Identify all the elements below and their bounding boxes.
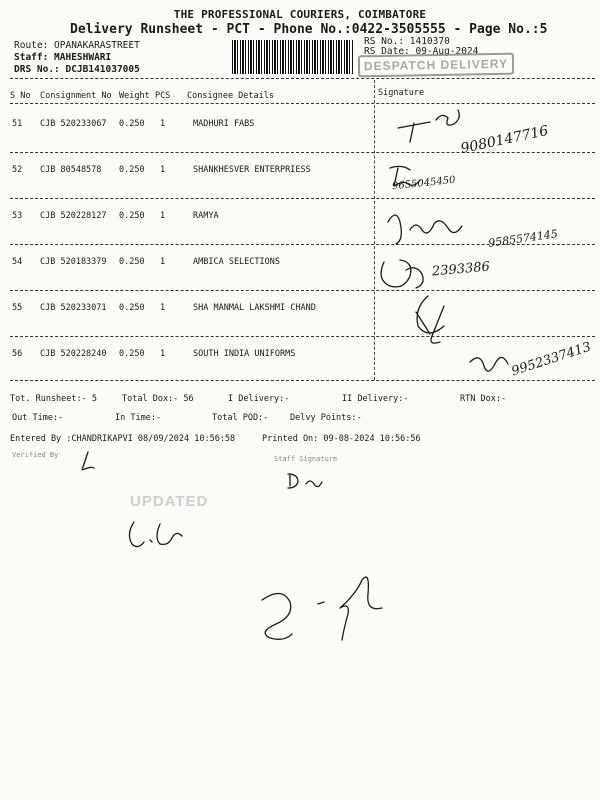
despatch-stamp: DESPATCH DELIVERY [358, 53, 514, 78]
row-sno: 52 [12, 165, 23, 175]
signature-note: 9585574145 [487, 227, 559, 250]
row-consignee: SHA MANMAL LAKSHMI CHAND [193, 303, 316, 313]
rtn-dox: RTN Dox:- [460, 394, 507, 404]
row-consignee: SOUTH INDIA UNIFORMS [193, 349, 296, 359]
row-weight: 0.250 [119, 349, 145, 359]
row-consignee: SHANKHESVER ENTERPRIESS [193, 165, 311, 175]
i-delivery: I Delivery:- [228, 394, 290, 404]
column-header-consignee: Consignee Details [187, 91, 274, 101]
row-pcs: 1 [160, 349, 166, 359]
column-header-sno: S No [10, 91, 31, 101]
out-time: Out Time:- [12, 413, 64, 423]
signature-note: 2393386 [431, 259, 491, 280]
row-sno: 53 [12, 211, 23, 221]
ii-delivery: II Delivery:- [342, 394, 409, 404]
row-consignee: MADHURI FABS [193, 119, 255, 129]
signature-note: 9655045450 [391, 174, 457, 193]
row-pcs: 1 [160, 257, 166, 267]
row-pcs: 1 [160, 119, 166, 129]
row-sno: 54 [12, 257, 23, 267]
row-weight: 0.250 [119, 303, 145, 313]
row-consignment: CJB 80548578 [40, 165, 102, 175]
row-weight: 0.250 [119, 257, 145, 267]
verified-by: Verified By [12, 451, 59, 459]
column-header-signature: Signature [378, 88, 425, 98]
signature-note: 9080147716 [459, 122, 550, 158]
signature-scribble [388, 215, 462, 244]
row-sno: 51 [12, 119, 23, 129]
signature-scribble [470, 357, 508, 371]
staff-signature-mark [288, 474, 322, 488]
row-consignee: RAMYA [193, 211, 219, 221]
delvy-points: Delvy Points:- [290, 413, 362, 423]
staff-label: Staff: MAHESHWARI [14, 52, 112, 63]
row-pcs: 1 [160, 211, 166, 221]
company-title: THE PROFESSIONAL COURIERS, COIMBATORE [173, 8, 427, 21]
signature-scribble [390, 166, 420, 186]
total-pod: Total POD:- [212, 413, 269, 423]
row-weight: 0.250 [119, 165, 145, 175]
updated-stamp: UPDATED [130, 493, 209, 510]
verified-signature [82, 452, 94, 470]
runsheet-subtitle: Delivery Runsheet - PCT - Phone No.:0422-3505555 - Page No.:5 [70, 22, 548, 37]
bottom-signature [262, 577, 382, 640]
printed-on: Printed On: 09-08-2024 10:56:56 [262, 434, 421, 444]
column-header-pcs: PCS [155, 91, 171, 101]
drs-value: DCJB141037005 [65, 64, 140, 75]
row-consignment: CJB 520228127 [40, 211, 107, 221]
row-pcs: 1 [160, 303, 166, 313]
row-pcs: 1 [160, 165, 166, 175]
updated-initials [129, 522, 182, 547]
rs-number: RS No.: 1410370 [364, 36, 450, 47]
staff-signature-label: Staff Signature [274, 455, 338, 463]
row-weight: 0.250 [119, 119, 145, 129]
row-consignment: CJB 520233071 [40, 303, 107, 313]
column-header-weight: Weight [119, 91, 150, 101]
row-weight: 0.250 [119, 211, 145, 221]
row-consignment: CJB 520233067 [40, 119, 107, 129]
drs-label: DRS No.: [14, 64, 66, 75]
row-sno: 55 [12, 303, 23, 313]
signature-scribble [381, 260, 423, 288]
route-label: Route: OPANAKARASTREET [14, 40, 140, 51]
total-dox: Total Dox:- 56 [122, 394, 194, 404]
tot-runsheet: Tot. Runsheet:- 5 [10, 394, 97, 404]
entered-by: Entered By :CHANDRIKAPVI 08/09/2024 10:56:58 [10, 434, 236, 444]
row-consignee: AMBICA SELECTIONS [193, 257, 280, 267]
signature-scribble [416, 296, 444, 343]
rs-date: RS Date: 09-Aug-2024 [364, 46, 479, 57]
column-header-consignment: Consignment No [40, 91, 112, 101]
in-time: In Time:- [115, 413, 162, 423]
row-sno: 56 [12, 349, 23, 359]
signature-scribble [398, 110, 459, 142]
signature-note: 9952337413 [509, 339, 594, 380]
row-consignment: CJB 520228240 [40, 349, 107, 359]
row-consignment: CJB 520183379 [40, 257, 107, 267]
